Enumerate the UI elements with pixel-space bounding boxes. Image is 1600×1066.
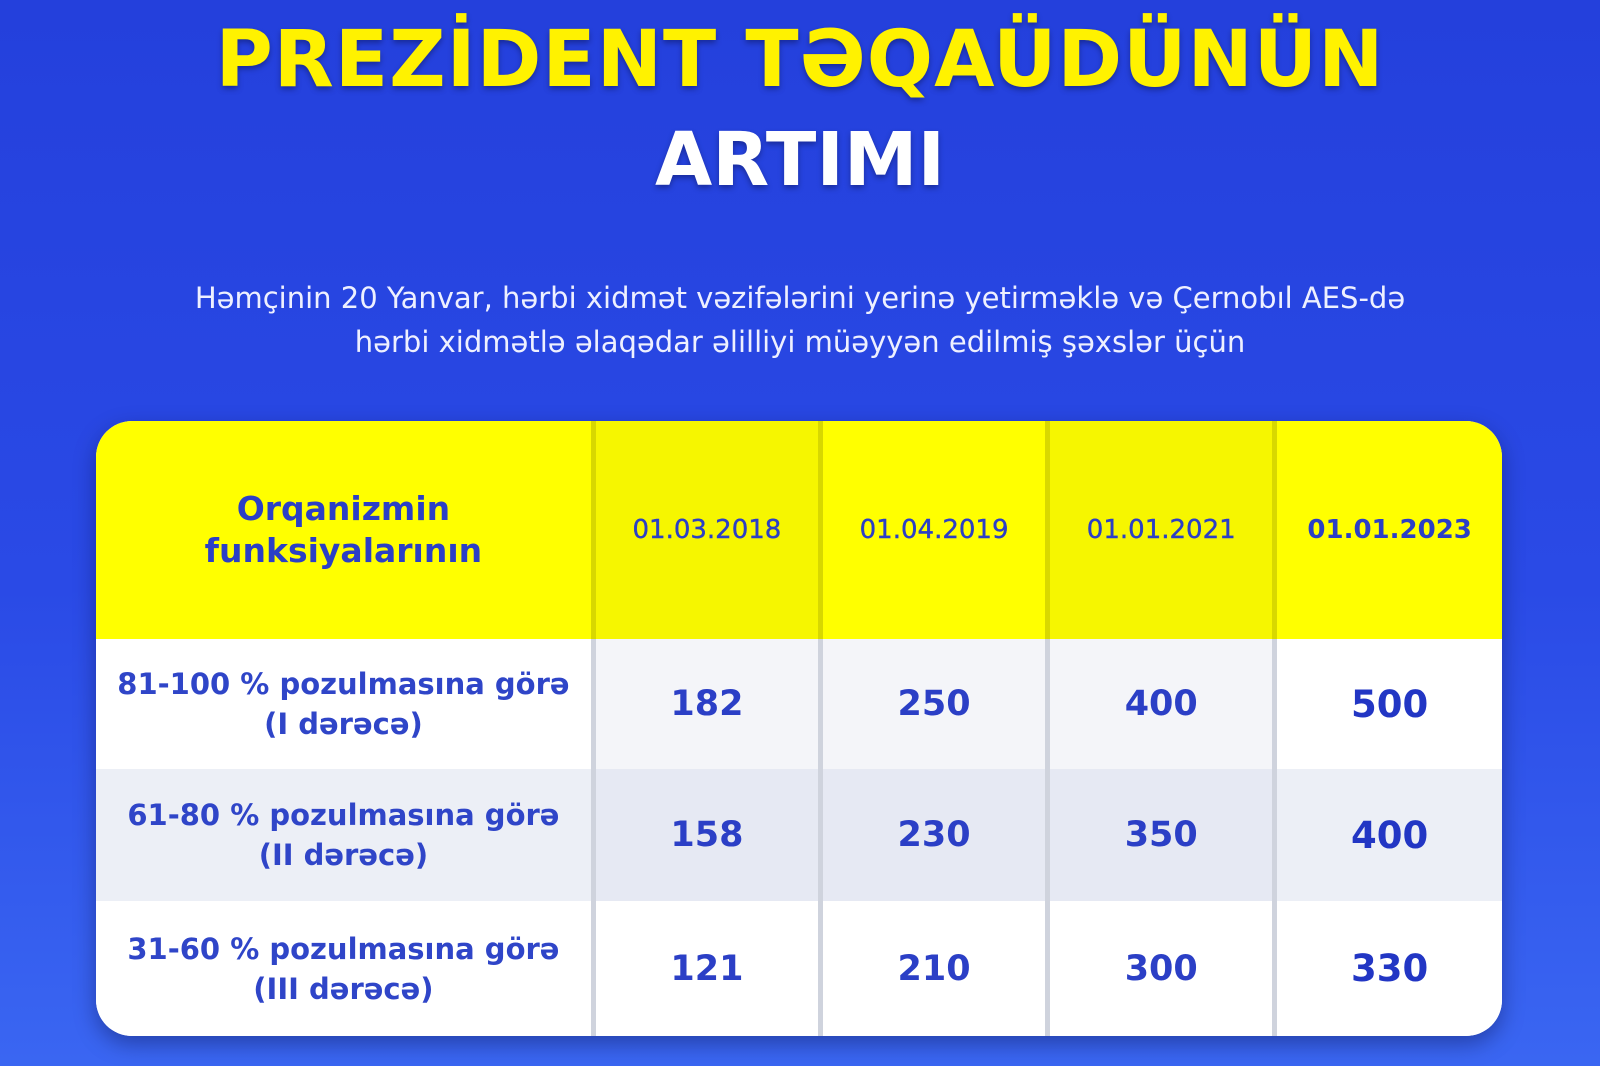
row-label-line-1: 81-100 % pozulmasına görə xyxy=(117,667,570,701)
column-header-date: 01.04.2019 xyxy=(821,421,1048,639)
table-row xyxy=(96,769,1502,901)
row-label-cell xyxy=(96,639,593,769)
header-label-cell xyxy=(96,421,593,639)
column-header-date: 01.03.2018 xyxy=(593,421,820,639)
value-cell: 230 xyxy=(821,769,1048,901)
table-row xyxy=(96,901,1502,1036)
value-cell: 400 xyxy=(1048,639,1275,769)
value-cell: 158 xyxy=(593,769,820,901)
scholarship-table-card xyxy=(96,421,1502,1036)
header-label-line-1: Orqanizmin xyxy=(236,489,451,528)
value-cell: 300 xyxy=(1048,901,1275,1036)
subtitle xyxy=(100,276,1500,364)
header-label-line-2: funksiyalarının xyxy=(204,531,483,570)
value-cell: 330 xyxy=(1275,901,1502,1036)
value-cell: 250 xyxy=(821,639,1048,769)
value-cell: 121 xyxy=(593,901,820,1036)
page-title-second-line: ARTIMI xyxy=(654,117,946,203)
row-label-line-1: 31-60 % pozulmasına görə xyxy=(127,931,560,966)
row-label-line-2: (III dərəcə) xyxy=(253,971,434,1006)
row-label-cell xyxy=(96,901,593,1036)
table-row xyxy=(96,639,1502,769)
value-cell: 182 xyxy=(593,639,820,769)
column-header-date: 01.01.2021 xyxy=(1048,421,1275,639)
value-cell: 210 xyxy=(821,901,1048,1036)
table-header-row xyxy=(96,421,1502,639)
value-cell: 350 xyxy=(1048,769,1275,901)
row-label-cell xyxy=(96,769,593,901)
subtitle-line-2: hərbi xidmətlə əlaqədar əlilliyi müəyyən edilmiş şəxslər üçün xyxy=(354,325,1246,359)
row-label-line-2: (I dərəcə) xyxy=(264,707,423,741)
value-cell: 500 xyxy=(1275,639,1502,769)
subtitle-line-1: Həmçinin 20 Yanvar, hərbi xidmət vəzifələrini yerinə yetirməklə və Çernobıl AES-də xyxy=(194,281,1406,315)
scholarship-table xyxy=(96,421,1502,1036)
value-cell: 400 xyxy=(1275,769,1502,901)
column-header-date: 01.01.2023 xyxy=(1275,421,1502,639)
page-title: PREZİDENT TƏQAÜDÜNÜN xyxy=(215,15,1385,105)
row-label-line-2: (II dərəcə) xyxy=(258,838,429,872)
row-label-line-1: 61-80 % pozulmasına görə xyxy=(127,798,560,832)
